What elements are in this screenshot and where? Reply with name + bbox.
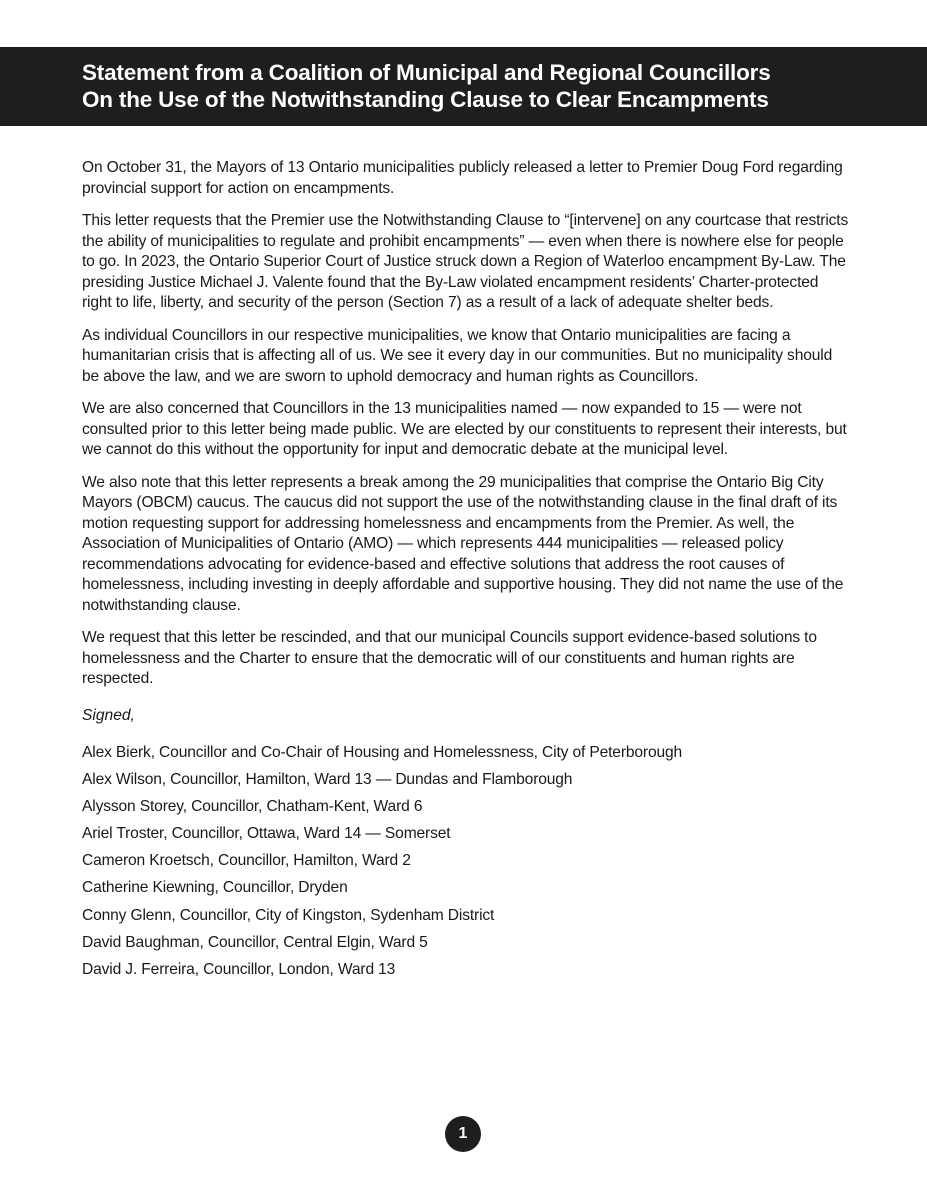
signatory-item: David J. Ferreira, Councillor, London, Ward 13 xyxy=(82,960,396,978)
signatory-item: Alex Wilson, Councillor, Hamilton, Ward 13 — Dundas and Flamborough xyxy=(82,771,573,789)
paragraph-4: We are also concerned that Councillors in the 13 municipalities named — now expanded to 15 — were not consulted prior to this letter being made public. We are elected by our constituents to represent their interests, but we cannot do this without the opportunity for input and democratic debate at the municipal level. xyxy=(82,400,847,458)
paragraph-3: As individual Councillors in our respective municipalities, we know that Ontario municipalities are facing a humanitarian crisis that is affecting all of us. We see it every day in our communities. But no municipality should be above the law, and we are sworn to uphold democracy and human rights as Councillors. xyxy=(82,326,833,385)
signatory-item: Cameron Kroetsch, Councillor, Hamilton, Ward 2 xyxy=(82,852,411,870)
document-title-line-1: Statement from a Coalition of Municipal and Regional Councillors xyxy=(82,60,771,85)
signatory-list xyxy=(82,743,852,987)
signatory-item: Alex Bierk, Councillor and Co-Chair of Housing and Homelessness, City of Peterborough xyxy=(82,744,683,761)
document-title-line-2: On the Use of the Notwithstanding Clause to Clear Encampments xyxy=(82,87,769,112)
signatory-item: Catherine Kiewning, Councillor, Dryden xyxy=(82,879,348,897)
signatory-item: Alysson Storey, Councillor, Chatham-Kent, Ward 6 xyxy=(82,798,423,816)
page-number-badge: 1 xyxy=(445,1116,481,1152)
paragraph-2: This letter requests that the Premier use the Notwithstanding Clause to “[intervene] on any courtcase that restricts the ability of municipalities to regulate and prohibit encampments” — even when there is nowhere else for people to go. In 2023, the Ontario Superior Court of Justice struck down a Region of Waterloo encampment By-Law. The presiding Justice Michael J. Valente found that the By-Law violated encampment residents’ Charter-protected right to life, liberty, and security of the person (Section 7) as a result of a lack of adequate shelter beds. xyxy=(82,212,849,311)
signatory-item: David Baughman, Councillor, Central Elgin, Ward 5 xyxy=(82,933,428,951)
paragraph-1: On October 31, the Mayors of 13 Ontario municipalities publicly released a letter to Premier Doug Ford regarding provincial support for action on encampments. xyxy=(82,159,843,197)
paragraph-6: We request that this letter be rescinded, and that our municipal Councils support evidence-based solutions to homelessness and the Charter to ensure that the democratic will of our constituents and human rights are respected. xyxy=(82,629,817,687)
signed-label: Signed, xyxy=(82,706,135,724)
paragraph-5: We also note that this letter represents a break among the 29 municipalities that comprise the Ontario Big City Mayors (OBCM) caucus. The caucus did not support the use of the notwithstanding clause in the final draft of its motion requesting support for addressing homelessness and encampments from the Premier. As well, the Association of Municipalities of Ontario (AMO) — which represents 444 municipalities — released policy recommendations advocating for evidence-based and effective solutions that address the root causes of homelessness, including investing in deeply affordable and supportive housing. They did not name the use of the notwithstanding clause. xyxy=(82,473,844,614)
title-banner xyxy=(0,47,927,126)
signatory-item: Conny Glenn, Councillor, City of Kingston, Sydenham District xyxy=(82,906,495,924)
signatory-item: Ariel Troster, Councillor, Ottawa, Ward 14 — Somerset xyxy=(82,825,451,843)
statement-body xyxy=(82,158,852,987)
